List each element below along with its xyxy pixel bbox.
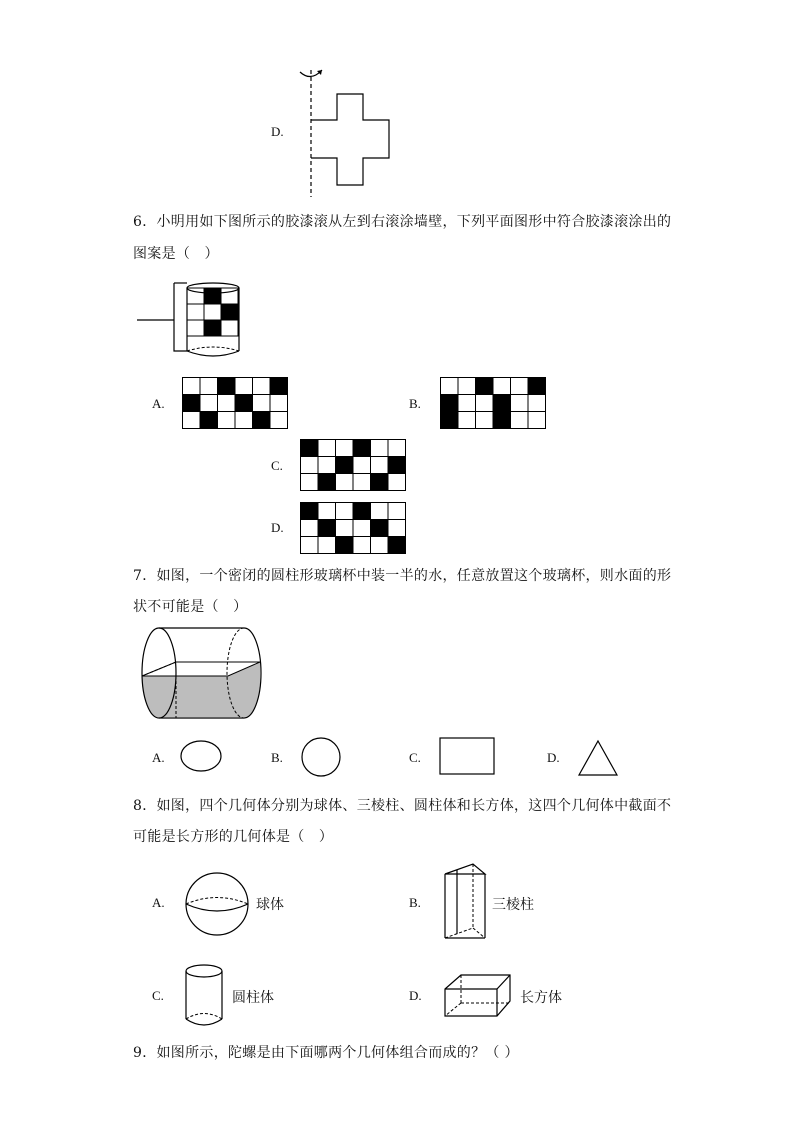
q6-option-a-grid[interactable] [182,377,288,429]
q5-option-d-label[interactable]: D. [271,124,284,139]
cylinder-figure[interactable] [184,964,224,1028]
q8-text-line2: 可能是长方形的几何体是（ ） [133,829,334,845]
grid-cell [441,395,459,412]
grid-cell [301,457,319,474]
grid-cell [458,395,476,412]
q6-option-c-label[interactable]: C. [271,458,283,473]
q8-solid-name-c: 圆柱体 [232,990,274,1006]
grid-cell [371,440,389,457]
grid-cell [336,520,354,537]
q7-option-a-label[interactable]: A. [152,750,165,765]
grid-cell [511,378,529,395]
grid-cell [318,440,336,457]
q8-option-c-label[interactable]: C. [152,988,164,1003]
paint-roller-figure [137,283,247,361]
grid-cell [371,537,389,554]
glass-cylinder-figure [140,626,265,721]
cuboid-figure[interactable] [443,973,513,1019]
q6-option-b-grid[interactable] [440,377,546,429]
q7-text-line1: 7．如图，一个密闭的圆柱形玻璃杯中装一半的水，任意放置这个玻璃杯，则水面的形 [133,568,672,584]
grid-cell [318,474,336,491]
grid-cell [353,537,371,554]
q7-text-line2: 状不可能是（ ） [133,599,248,615]
grid-cell [301,440,319,457]
grid-cell [253,412,271,429]
triangular-prism-figure[interactable] [443,862,489,942]
grid-cell [528,378,546,395]
q8-text-line1: 8．如图，四个几何体分别为球体、三棱柱、圆柱体和长方体，这四个几何体中截面不 [133,798,672,814]
grid-cell [200,378,218,395]
grid-cell [528,395,546,412]
q6-text-line1: 6．小明用如下图所示的胶漆滚从左到右滚涂墙壁，下列平面图形中符合胶漆滚涂出的 [133,214,672,230]
q7-option-b-circle[interactable] [301,737,341,777]
grid-cell [235,412,253,429]
grid-cell [476,412,494,429]
grid-cell [218,378,236,395]
grid-cell [493,378,511,395]
grid-cell [270,378,288,395]
grid-cell [301,503,319,520]
q8-option-b-label[interactable]: B. [409,895,421,910]
grid-cell [301,520,319,537]
sphere-figure[interactable] [184,871,250,937]
grid-cell [183,378,201,395]
q6-option-c-grid[interactable] [300,439,406,491]
q6-option-d-label[interactable]: D. [271,520,284,535]
grid-cell [318,457,336,474]
grid-cell [301,474,319,491]
grid-cell [371,520,389,537]
q6-text-line2: 图案是（ ） [133,246,219,262]
grid-cell [476,378,494,395]
grid-cell [511,412,529,429]
grid-cell [336,474,354,491]
grid-cell [353,457,371,474]
grid-cell [336,537,354,554]
grid-cell [353,520,371,537]
q6-option-d-grid[interactable] [300,502,406,554]
grid-cell [318,537,336,554]
q8-solid-name-a: 球体 [256,897,284,913]
grid-cell [318,520,336,537]
grid-cell [371,503,389,520]
grid-cell [353,503,371,520]
grid-cell [511,395,529,412]
q7-option-d-triangle[interactable] [578,740,618,776]
q9-text-line1: 9．如图所示，陀螺是由下面哪两个几何体组合而成的？（ ） [133,1045,519,1061]
q7-option-c-rectangle[interactable] [439,737,495,775]
grid-cell [388,474,406,491]
q7-option-c-label[interactable]: C. [409,750,421,765]
q5-rotation-figure [290,62,400,202]
grid-cell [270,395,288,412]
q8-solid-name-d: 长方体 [520,990,562,1006]
grid-cell [371,474,389,491]
grid-cell [318,503,336,520]
grid-cell [200,412,218,429]
grid-cell [218,395,236,412]
grid-cell [336,440,354,457]
grid-cell [270,412,288,429]
q7-option-d-label[interactable]: D. [547,750,560,765]
roller-pattern [187,288,238,336]
grid-cell [388,520,406,537]
grid-cell [493,395,511,412]
grid-cell [235,395,253,412]
grid-cell [528,412,546,429]
grid-cell [353,474,371,491]
cross-shape [311,94,389,185]
grid-cell [183,395,201,412]
grid-cell [371,457,389,474]
grid-cell [301,537,319,554]
grid-cell [388,440,406,457]
grid-cell [183,412,201,429]
q8-option-a-label[interactable]: A. [152,895,165,910]
q6-option-a-label[interactable]: A. [152,396,165,411]
grid-cell [336,457,354,474]
grid-cell [476,395,494,412]
q8-solid-name-b: 三棱柱 [492,897,534,913]
grid-cell [353,440,371,457]
grid-cell [441,378,459,395]
grid-cell [388,457,406,474]
grid-cell [493,412,511,429]
q8-option-d-label[interactable]: D. [409,988,422,1003]
q7-option-b-label[interactable]: B. [271,750,283,765]
grid-cell [218,412,236,429]
q6-option-b-label[interactable]: B. [409,396,421,411]
grid-cell [388,537,406,554]
grid-cell [336,503,354,520]
grid-cell [253,378,271,395]
grid-cell [441,412,459,429]
grid-cell [200,395,218,412]
grid-cell [458,412,476,429]
grid-cell [253,395,271,412]
grid-cell [388,503,406,520]
q7-option-a-ellipse[interactable] [180,740,222,772]
grid-cell [458,378,476,395]
grid-cell [235,378,253,395]
